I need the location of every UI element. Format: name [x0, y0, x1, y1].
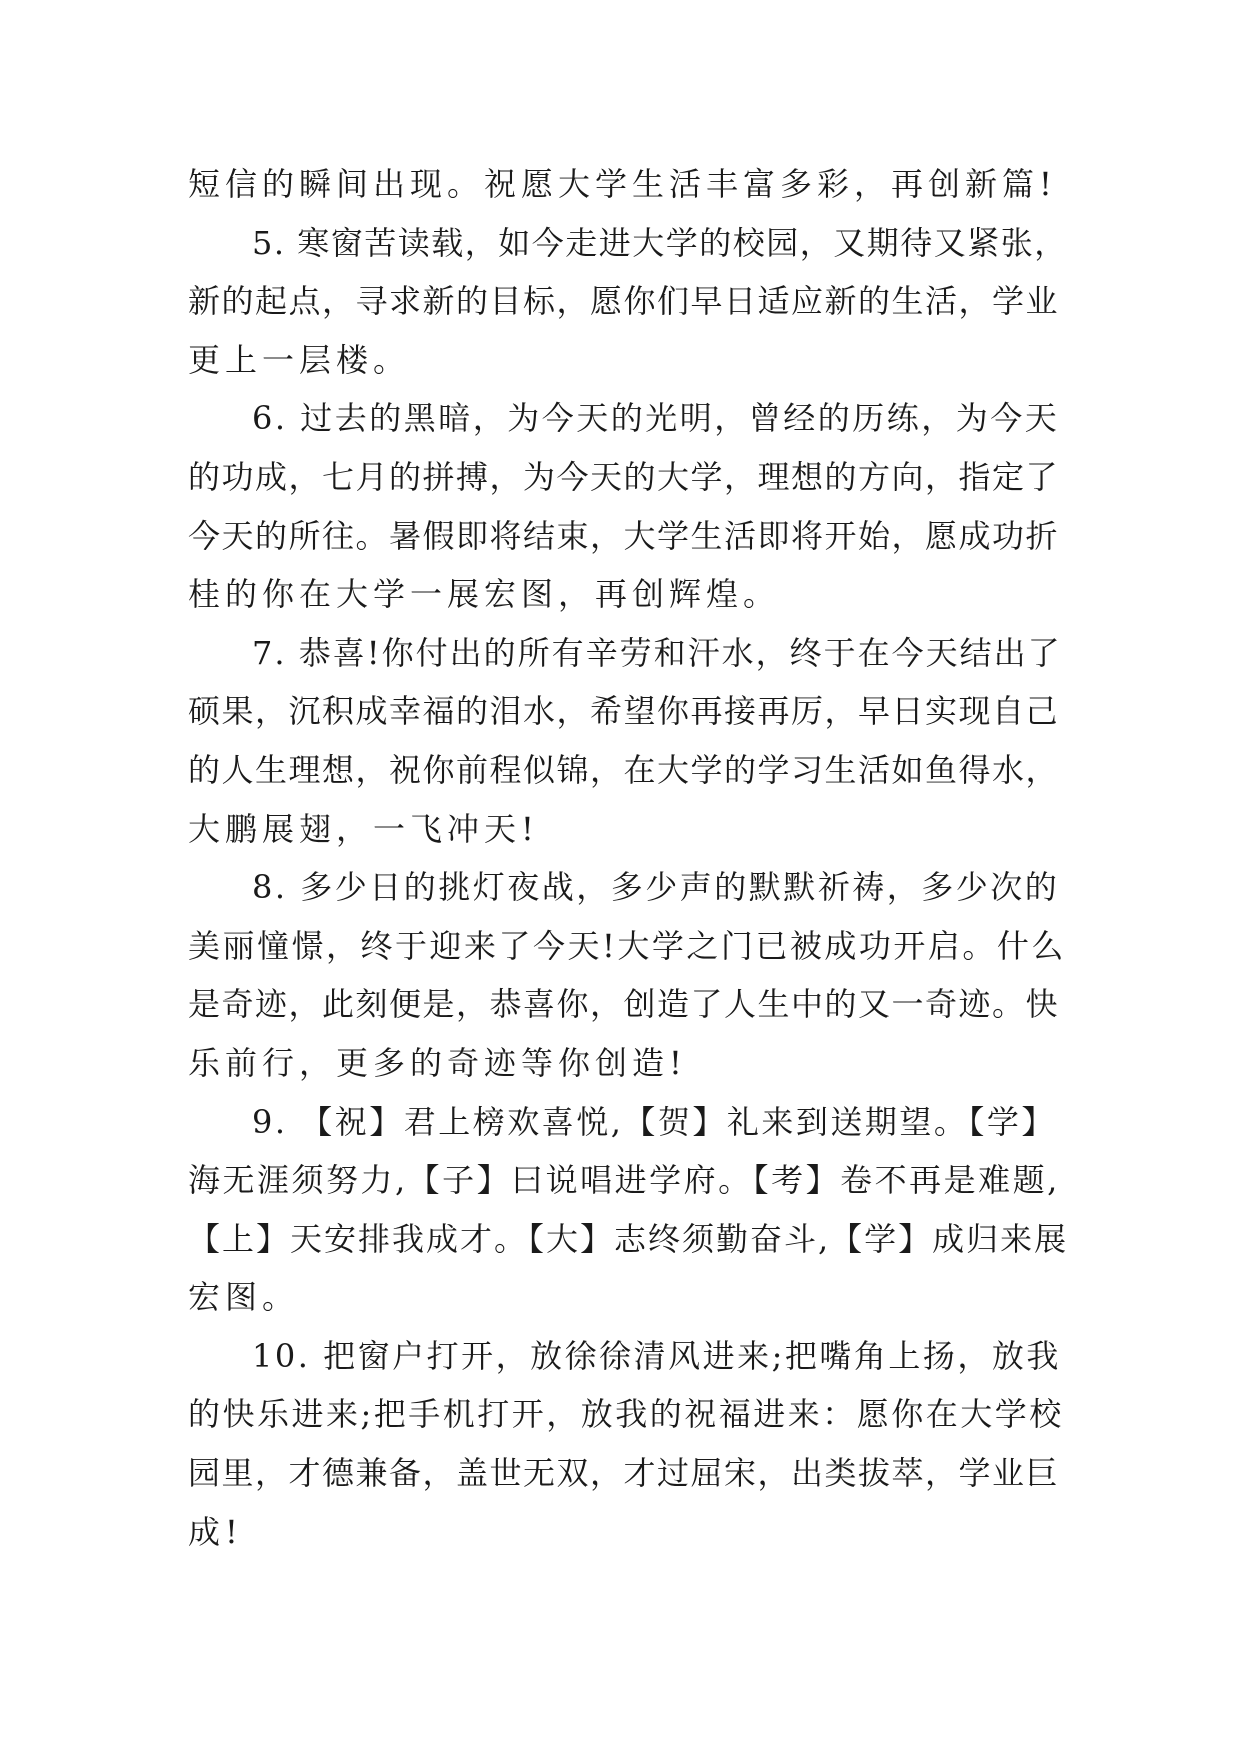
text-line: 乐前行，更多的奇迹等你创造!: [188, 1043, 687, 1082]
text-line: 【上】天安排我成才。【大】志终须勤奋斗,【学】成归来展: [188, 1219, 1069, 1258]
text-line: 的人生理想，祝你前程似锦，在大学的学习生活如鱼得水，: [188, 750, 1060, 789]
text-line: 宏图。: [188, 1278, 300, 1317]
text-line: 7. 恭喜!你付出的所有辛劳和汗水，终于在今天结出了: [252, 633, 1062, 672]
text-line: 硕果，沉积成幸福的泪水，希望你再接再厉，早日实现自己: [188, 692, 1060, 731]
text-line: 是奇迹，此刻便是，恭喜你，创造了人生中的又一奇迹。快: [188, 985, 1060, 1024]
text-line: 更上一层楼。: [188, 340, 411, 379]
text-line: 成!: [188, 1512, 243, 1551]
text-line: 海无涯须努力,【子】曰说唱进学府。【考】卷不再是难题,: [188, 1161, 1060, 1200]
text-line: 美丽憧憬，终于迎来了今天!大学之门已被成功开启。什么: [188, 926, 1066, 965]
text-line: 大鹏展翅，一飞冲天!: [188, 809, 539, 848]
text-line: 桂的你在大学一展宏图，再创辉煌。: [188, 575, 781, 614]
text-line: 园里，才德兼备，盖世无双，才过屈宋，出类拔萃，学业巨: [188, 1454, 1060, 1493]
text-line: 8. 多少日的挑灯夜战，多少声的默默祈祷，多少次的: [252, 868, 1060, 907]
text-line: 的快乐进来;把手机打开，放我的祝福进来：愿你在大学校: [188, 1395, 1064, 1434]
text-line: 今天的所往。暑假即将结束，大学生活即将开始，愿成功折: [188, 516, 1060, 555]
text-line: 10. 把窗户打开，放徐徐清风进来;把嘴角上扬，放我: [252, 1336, 1061, 1375]
text-line: 6. 过去的黑暗，为今天的光明，曾经的历练，为今天: [252, 399, 1060, 438]
document-body: [188, 155, 1068, 1561]
text-line: 的功成，七月的拼搏，为今天的大学，理想的方向，指定了: [188, 457, 1060, 496]
text-line: 5. 寒窗苦读载，如今走进大学的校园，又期待又紧张，: [252, 223, 1068, 262]
text-line: 短信的瞬间出现。祝愿大学生活丰富多彩，再创新篇!: [188, 165, 1057, 203]
text-line: 新的起点，寻求新的目标，愿你们早日适应新的生活，学业: [188, 282, 1060, 321]
text-line: 9. 【祝】君上榜欢喜悦,【贺】礼来到送期望。【学】: [252, 1102, 1056, 1141]
